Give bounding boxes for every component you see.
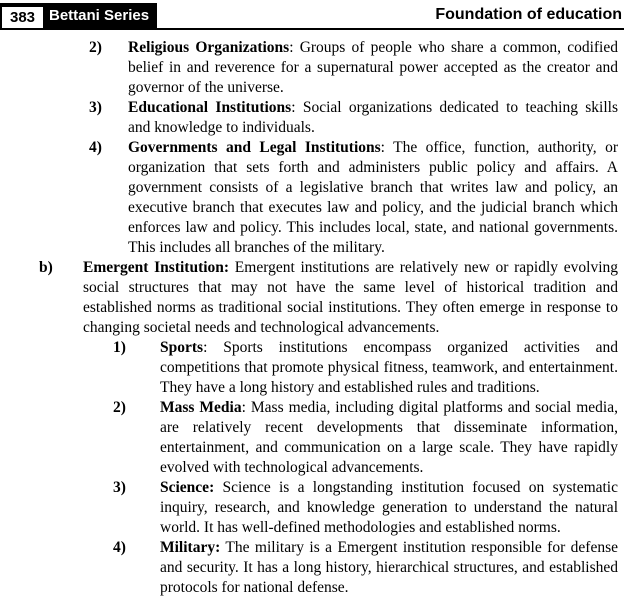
list-item-science bbox=[0, 478, 618, 538]
item-term: Religious Organizations bbox=[128, 39, 290, 56]
page-number: 383 bbox=[2, 7, 43, 28]
page-header bbox=[0, 0, 624, 30]
series-banner bbox=[0, 3, 157, 28]
item-term: Educational Institutions bbox=[128, 99, 292, 116]
item-desc: : Mass media, including digital platforms and social media, are relatively recent developments that disseminate information, entertainment, and communication on a large scale. They have rapidly evolved with technological advancements. bbox=[160, 399, 618, 476]
item-marker: 4) bbox=[89, 139, 102, 156]
header-rule bbox=[0, 28, 624, 30]
item-desc: : Sports institutions encompass organized activities and competitions that promote physical fitness, teamwork, and entertainment. They have a long history and established rules and traditions. bbox=[160, 339, 618, 396]
item-term: Military: bbox=[160, 539, 221, 556]
list-item-educational-institutions bbox=[0, 98, 618, 138]
item-marker: 3) bbox=[113, 479, 126, 496]
item-desc: The military is a Emergent institution responsible for defense and security. It has a long history, hierarchical structures, and established protocols for national defense. bbox=[160, 539, 618, 596]
item-marker: 3) bbox=[89, 99, 102, 116]
item-desc: : Groups of people who share a common, codified belief in and reverence for a supernatural power accepted as the creator and governor of the universe. bbox=[128, 39, 618, 96]
item-term: Mass Media bbox=[160, 399, 242, 416]
list-item-mass-media bbox=[0, 398, 618, 478]
list-item-religious-organizations bbox=[0, 38, 618, 98]
list-item-governments-legal-institutions bbox=[0, 138, 618, 258]
list-item-emergent-institution bbox=[0, 258, 618, 338]
list-item-military bbox=[0, 538, 618, 598]
item-marker: 4) bbox=[113, 539, 126, 556]
item-term: Emergent Institution: bbox=[83, 259, 230, 276]
series-title: Bettani Series bbox=[49, 7, 150, 24]
item-term: Sports bbox=[160, 339, 204, 356]
item-term: Governments and Legal Institutions bbox=[128, 139, 381, 156]
item-desc: : Social organizations dedicated to teaching skills and knowledge to individuals. bbox=[128, 99, 618, 136]
list-item-sports bbox=[0, 338, 618, 398]
item-term: Science: bbox=[160, 479, 215, 496]
item-desc: : The office, function, authority, or organization that sets forth and administers public policy and affairs. A government consists of a legislative branch that writes law and policy, an executive branch that executes law and policy, and the judicial branch which enforces law and policy. This includes local, state, and national governments. This includes all branches of the military. bbox=[128, 139, 618, 256]
item-desc: Science is a longstanding institution focused on systematic inquiry, research, and knowledge generation to understand the natural world. It has well-defined methodologies and established norms. bbox=[160, 479, 618, 536]
book-title: Foundation of education bbox=[435, 6, 622, 23]
item-marker: 2) bbox=[89, 39, 102, 56]
item-marker: 1) bbox=[113, 339, 126, 356]
page-body bbox=[0, 38, 618, 598]
item-marker: 2) bbox=[113, 399, 126, 416]
item-marker: b) bbox=[39, 259, 53, 276]
item-desc: Emergent institutions are relatively new or rapidly evolving social structures that may not have the same level of historical tradition and established norms as traditional social institutions. They often emerge in response to changing societal needs and technological advancements. bbox=[83, 259, 619, 336]
